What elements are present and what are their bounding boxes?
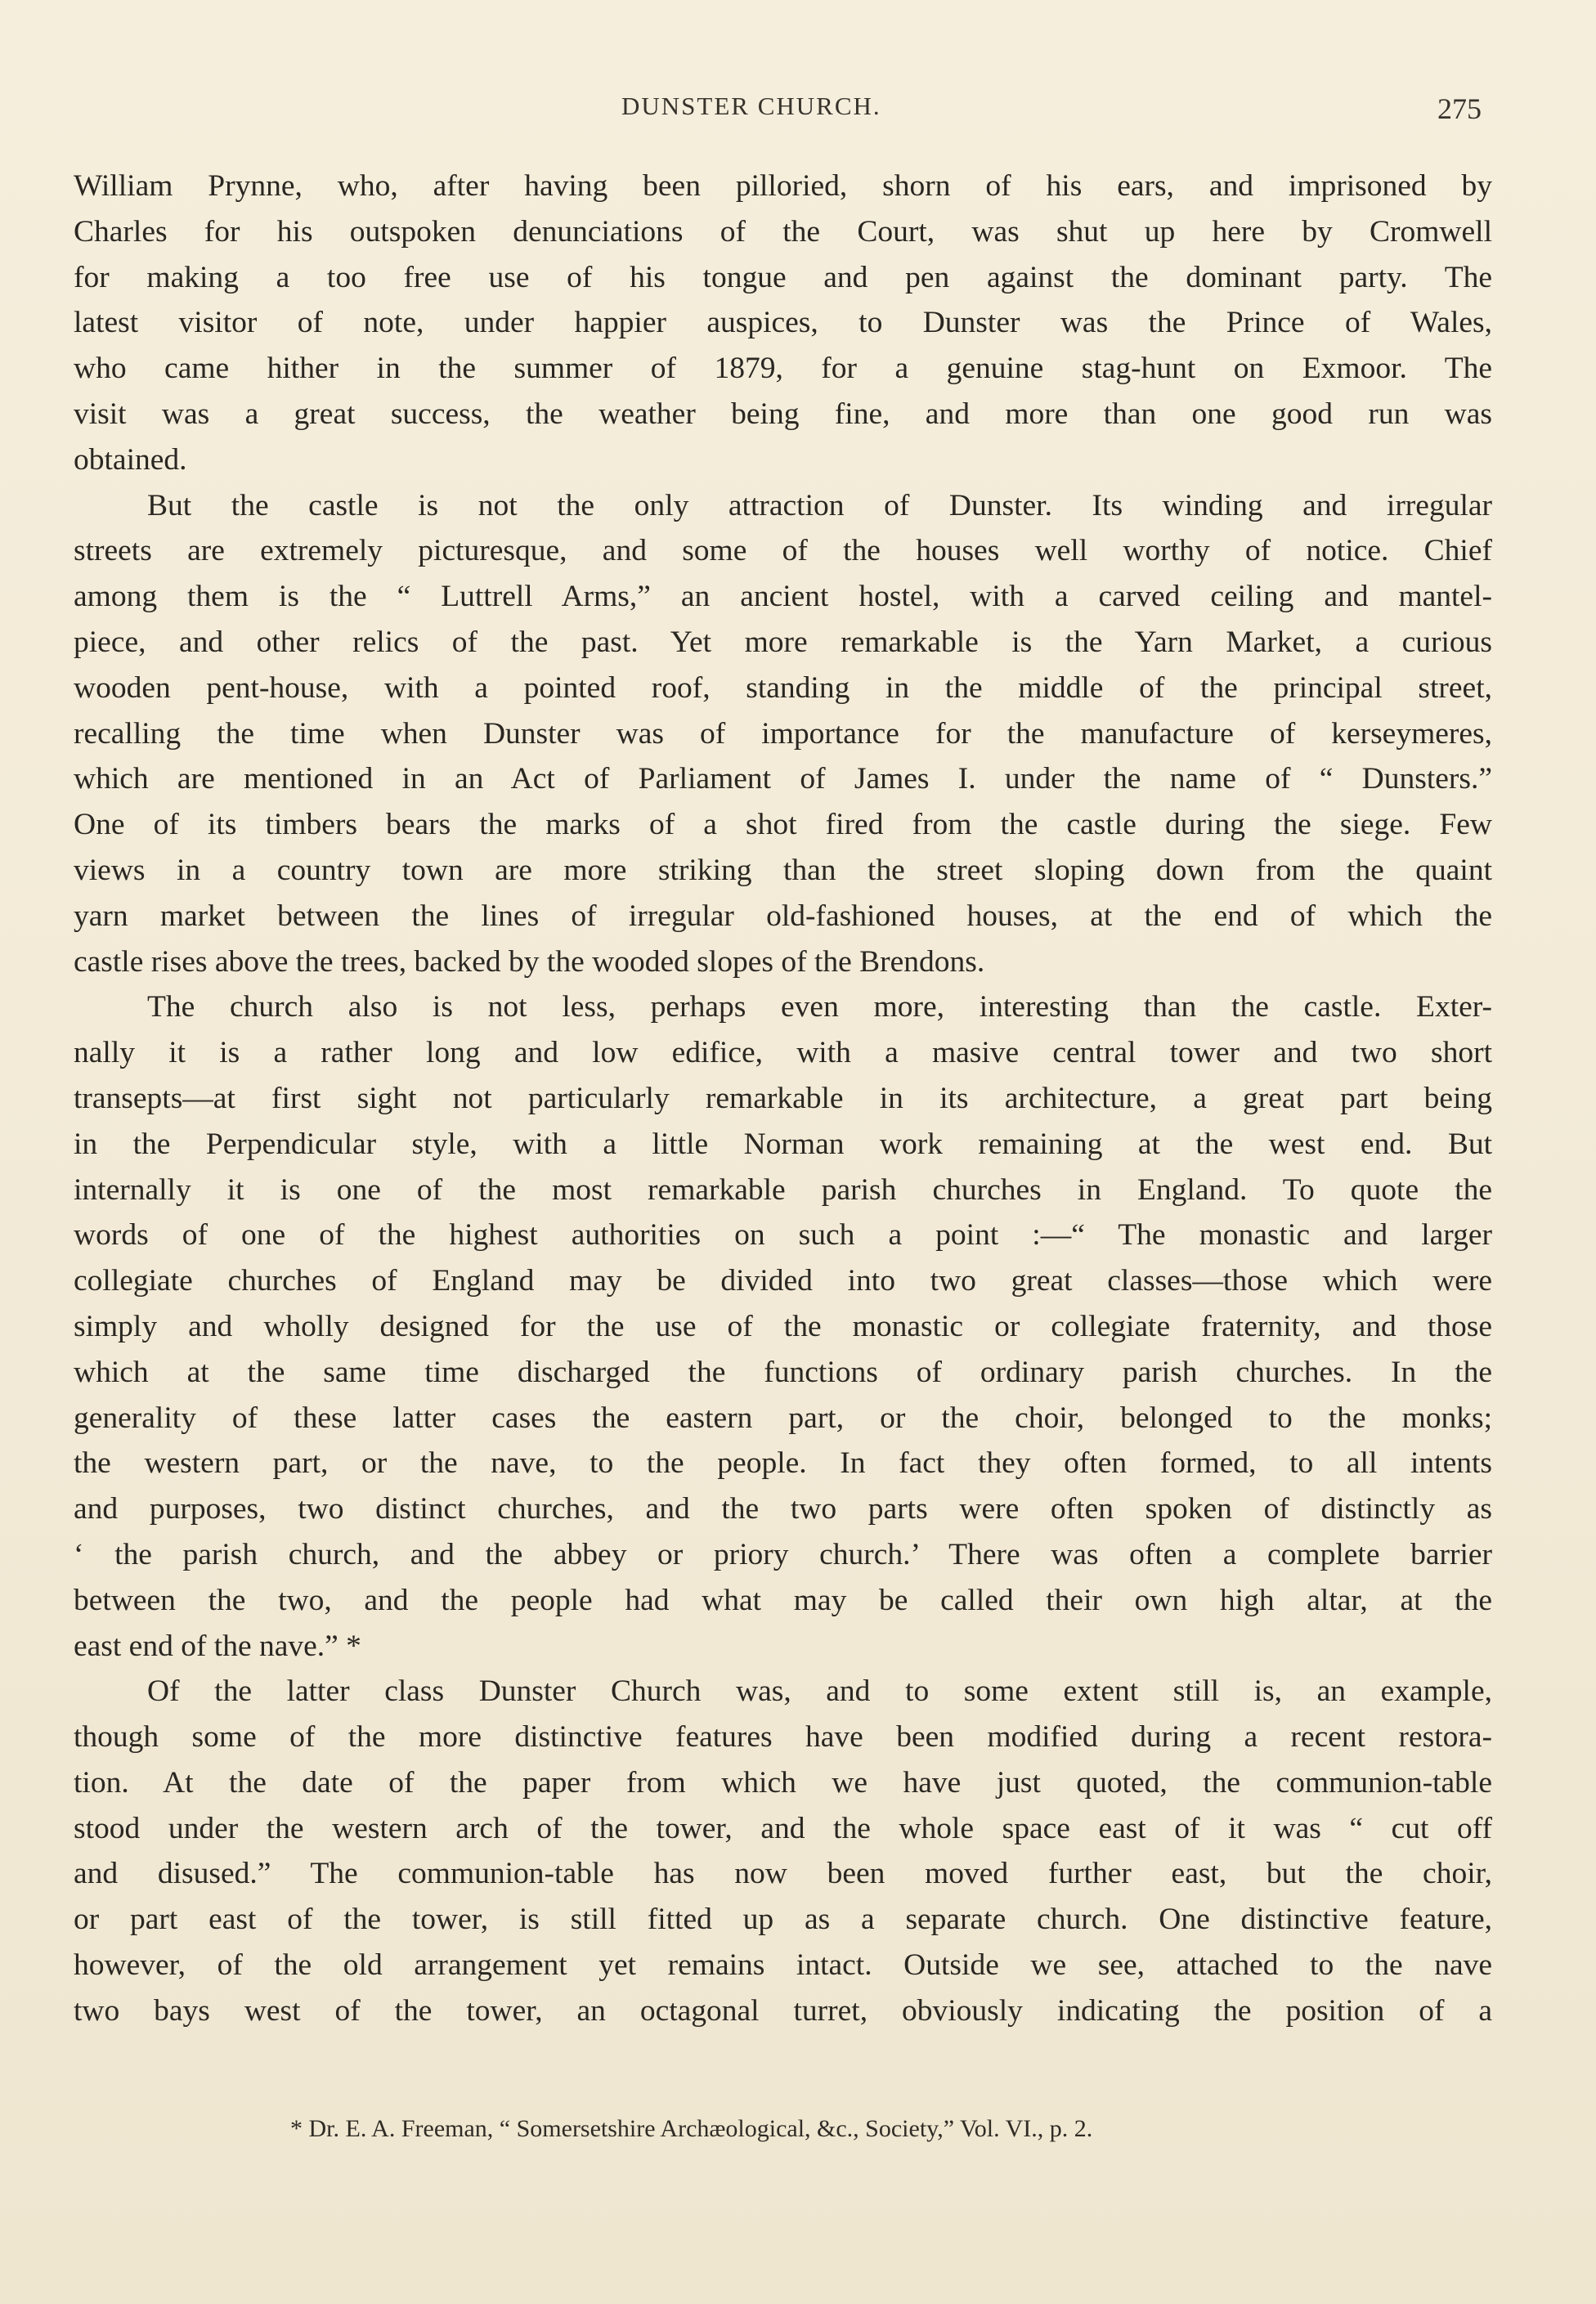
- footnote: * Dr. E. A. Freeman, “ Somersetshire Archæological, &c., Society,” Vol. VI., p. 2.: [290, 2115, 1093, 2142]
- text-line: latest visitor of note, under happier auspices, to Dunster was the Prince of Wales,: [74, 306, 1492, 340]
- text-line: east end of the nave.” *: [74, 1629, 361, 1663]
- text-line: piece, and other relics of the past. Yet more remarkable is the Yarn Market, a curious: [74, 625, 1492, 659]
- text-line: between the two, and the people had what may be called their own high altar, at the: [74, 1583, 1492, 1617]
- page-number: 275: [1437, 92, 1482, 125]
- text-line: which at the same time discharged the functions of ordinary parish churches. In the: [74, 1355, 1492, 1389]
- text-line: simply and wholly designed for the use of the monastic or collegiate fraternity, and those: [74, 1309, 1492, 1343]
- running-head: [0, 92, 1596, 131]
- text-line: or part east of the tower, is still fitted up as a separate church. One distinctive feature,: [74, 1903, 1492, 1937]
- text-line: however, of the old arrangement yet remains intact. Outside we see, attached to the nave: [74, 1948, 1492, 1983]
- text-line: One of its timbers bears the marks of a shot fired from the castle during the siege. Few: [74, 808, 1492, 842]
- text-line: castle rises above the trees, backed by the wooded slopes of the Brendons.: [74, 944, 985, 979]
- text-line: Charles for his outspoken denunciations of the Court, was shut up here by Cromwell: [74, 214, 1492, 249]
- text-line: and purposes, two distinct churches, and the two parts were often spoken of distinctly as: [74, 1492, 1492, 1526]
- text-line: which are mentioned in an Act of Parliament of James I. under the name of “ Dunsters.”: [74, 762, 1492, 796]
- text-line: tion. At the date of the paper from which we have just quoted, the communion-table: [74, 1765, 1492, 1800]
- text-line: and disused.” The communion-table has now been moved further east, but the choir,: [74, 1857, 1492, 1891]
- text-line: visit was a great success, the weather being fine, and more than one good run was: [74, 397, 1492, 431]
- text-line: obtained.: [74, 442, 187, 477]
- text-line: William Prynne, who, after having been pilloried, shorn of his ears, and imprisoned by: [74, 169, 1492, 203]
- text-line: collegiate churches of England may be divided into two great classes—those which were: [74, 1264, 1492, 1298]
- text-line: words of one of the highest authorities on such a point :—“ The monastic and larger: [74, 1218, 1492, 1253]
- text-line: views in a country town are more striking than the street sloping down from the quaint: [74, 853, 1492, 887]
- text-line: ‘ the parish church, and the abbey or priory church.’ There was often a complete barrier: [74, 1537, 1492, 1571]
- paragraph-first-line: Of the latter class Dunster Church was, and to some extent still is, an example,: [147, 1674, 1492, 1709]
- running-title: DUNSTER CHURCH.: [621, 92, 881, 120]
- body-text: [74, 164, 1492, 2034]
- text-line: the western part, or the nave, to the people. In fact they often formed, to all intents: [74, 1446, 1492, 1481]
- paragraph-first-line: But the castle is not the only attraction of Dunster. Its winding and irregular: [147, 488, 1492, 522]
- text-line: two bays west of the tower, an octagonal turret, obviously indicating the position of a: [74, 1993, 1492, 2028]
- text-line: among them is the “ Luttrell Arms,” an ancient hostel, with a carved ceiling and mantel-: [74, 580, 1492, 614]
- text-line: generality of these latter cases the eastern part, or the choir, belonged to the monks;: [74, 1401, 1492, 1435]
- text-line: though some of the more distinctive features have been modified during a recent restora-: [74, 1720, 1492, 1755]
- text-line: streets are extremely picturesque, and some of the houses well worthy of notice. Chief: [74, 534, 1492, 568]
- text-line: stood under the western arch of the tower, and the whole space east of it was “ cut off: [74, 1811, 1492, 1845]
- text-line: in the Perpendicular style, with a little Norman work remaining at the west end. But: [74, 1127, 1492, 1161]
- text-line: yarn market between the lines of irregular old-fashioned houses, at the end of which the: [74, 899, 1492, 933]
- text-line: internally it is one of the most remarkable parish churches in England. To quote the: [74, 1172, 1492, 1207]
- text-line: transepts—at first sight not particularly remarkable in its architecture, a great part being: [74, 1081, 1492, 1115]
- text-line: nally it is a rather long and low edifice, with a masive central tower and two short: [74, 1036, 1492, 1070]
- paragraph-first-line: The church also is not less, perhaps even more, interesting than the castle. Exter-: [147, 990, 1492, 1024]
- text-line: for making a too free use of his tongue and pen against the dominant party. The: [74, 260, 1492, 294]
- text-line: who came hither in the summer of 1879, for a genuine stag-hunt on Exmoor. The: [74, 352, 1492, 386]
- text-line: wooden pent-house, with a pointed roof, standing in the middle of the principal street,: [74, 670, 1492, 705]
- text-line: recalling the time when Dunster was of importance for the manufacture of kerseymeres,: [74, 716, 1492, 751]
